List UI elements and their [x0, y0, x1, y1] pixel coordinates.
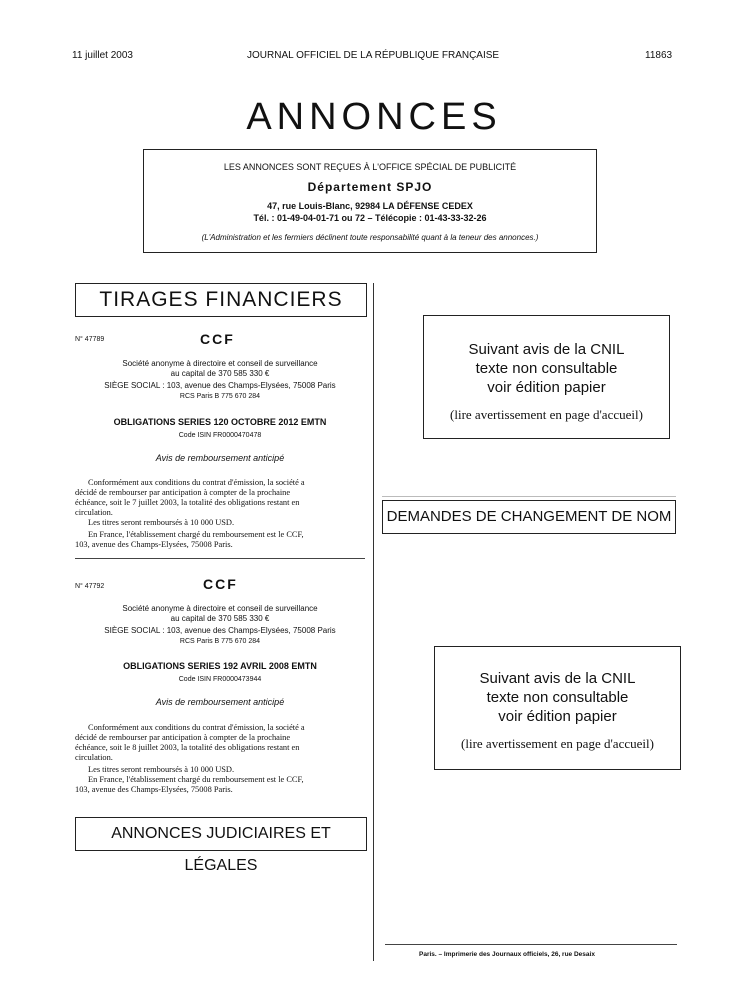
cnil-notice-box [434, 646, 681, 770]
info-line-phone: Tél. : 01-49-04-01-71 ou 72 – Télécopie : 01-43-33-32-26 [253, 213, 487, 223]
body-line: Conformément aux conditions du contrat d'émission, la société a [88, 478, 305, 487]
cnil-line: Suivant avis de la CNIL [479, 670, 636, 687]
separator-rule [75, 558, 365, 559]
header-page-number: 11863 [645, 50, 673, 61]
rcs-number: RCS Paris B 775 670 284 [179, 638, 261, 645]
section-title: DEMANDES DE CHANGEMENT DE NOM [386, 508, 672, 525]
body-line: En France, l'établissement chargé du remboursement est le CCF, [88, 775, 304, 784]
company-name: CCF [203, 576, 238, 592]
cnil-line: voir édition papier [487, 379, 606, 396]
section-title: ANNONCES JUDICIAIRES ET LÉGALES [111, 825, 331, 874]
body-line: décidé de rembourser par anticipation à compter de la prochaine [75, 488, 291, 497]
company-description: Société anonyme à directoire et conseil de surveillance [122, 604, 318, 613]
registered-office: SIÈGE SOCIAL : 103, avenue des Champs-Elysées, 75008 Paris [104, 381, 336, 390]
isin-code: Code ISIN FR0000473944 [178, 676, 262, 683]
column-divider [373, 283, 374, 961]
notice-title: Avis de remboursement anticipé [155, 697, 285, 707]
cnil-warning: (lire avertissement en page d'accueil) [450, 407, 643, 422]
printer-imprint: Paris. – Imprimerie des Journaux officiels, 26, rue Desaix [419, 951, 595, 958]
info-line-office: LES ANNONCES SONT REÇUES À L'OFFICE SPÉCIAL DE PUBLICITÉ [223, 162, 517, 172]
section-header-demandes-changement-nom [382, 500, 676, 534]
announcement-number: N° 47792 [75, 583, 105, 590]
info-line-department: Département SPJO [307, 180, 433, 194]
announcement-number: N° 47789 [75, 336, 105, 343]
registered-office: SIÈGE SOCIAL : 103, avenue des Champs-Elysées, 75008 Paris [104, 626, 336, 635]
body-line: Les titres seront remboursés à 10 000 USD. [88, 518, 235, 527]
body-line: Les titres seront remboursés à 10 000 USD. [88, 765, 235, 774]
body-line: échéance, soit le 8 juillet 2003, la totalité des obligations restant en [75, 743, 300, 752]
bond-series-title: OBLIGATIONS SERIES 120 OCTOBRE 2012 EMTN [113, 417, 327, 427]
body-line: Conformément aux conditions du contrat d'émission, la société a [88, 723, 305, 732]
cnil-line: texte non consultable [486, 689, 629, 706]
header-date: 11 juillet 2003 [72, 50, 133, 61]
cnil-line: Suivant avis de la CNIL [468, 341, 625, 358]
cnil-line: voir édition papier [498, 708, 617, 725]
company-capital: au capital de 370 585 330 € [170, 369, 270, 378]
body-line: décidé de rembourser par anticipation à compter de la prochaine [75, 733, 291, 742]
notice-title: Avis de remboursement anticipé [155, 453, 285, 463]
company-capital: au capital de 370 585 330 € [170, 614, 270, 623]
cnil-warning: (lire avertissement en page d'accueil) [461, 736, 654, 751]
section-title: TIRAGES FINANCIERS [99, 288, 343, 311]
info-line-disclaimer: (L'Administration et les fermiers déclinent toute responsabilité quant à la teneur des annonces.) [201, 233, 539, 242]
separator-rule [382, 496, 676, 497]
company-description: Société anonyme à directoire et conseil de surveillance [122, 359, 318, 368]
cnil-line: texte non consultable [475, 360, 618, 377]
header-journal-title: JOURNAL OFFICIEL DE LA RÉPUBLIQUE FRANÇAISE [247, 50, 500, 61]
page-title: ANNONCES [246, 96, 502, 138]
company-name: CCF [200, 331, 235, 347]
body-line: 103, avenue des Champs-Elysées, 75008 Paris. [75, 785, 233, 794]
section-header-tirages-financiers [75, 283, 367, 317]
info-line-address: 47, rue Louis-Blanc, 92984 LA DÉFENSE CEDEX [267, 201, 473, 211]
rcs-number: RCS Paris B 775 670 284 [179, 393, 261, 400]
isin-code: Code ISIN FR0000470478 [178, 432, 262, 439]
body-line: circulation. [75, 753, 113, 762]
bond-series-title: OBLIGATIONS SERIES 192 AVRIL 2008 EMTN [123, 661, 317, 671]
body-line: En France, l'établissement chargé du remboursement est le CCF, [88, 530, 304, 539]
body-line: circulation. [75, 508, 113, 517]
info-box [143, 149, 597, 253]
section-header-annonces-judiciaires [75, 817, 367, 874]
footer-rule [385, 944, 677, 945]
cnil-notice-box [423, 315, 670, 439]
body-line: échéance, soit le 7 juillet 2003, la totalité des obligations restant en [75, 498, 300, 507]
body-line: 103, avenue des Champs-Elysées, 75008 Paris. [75, 540, 233, 549]
